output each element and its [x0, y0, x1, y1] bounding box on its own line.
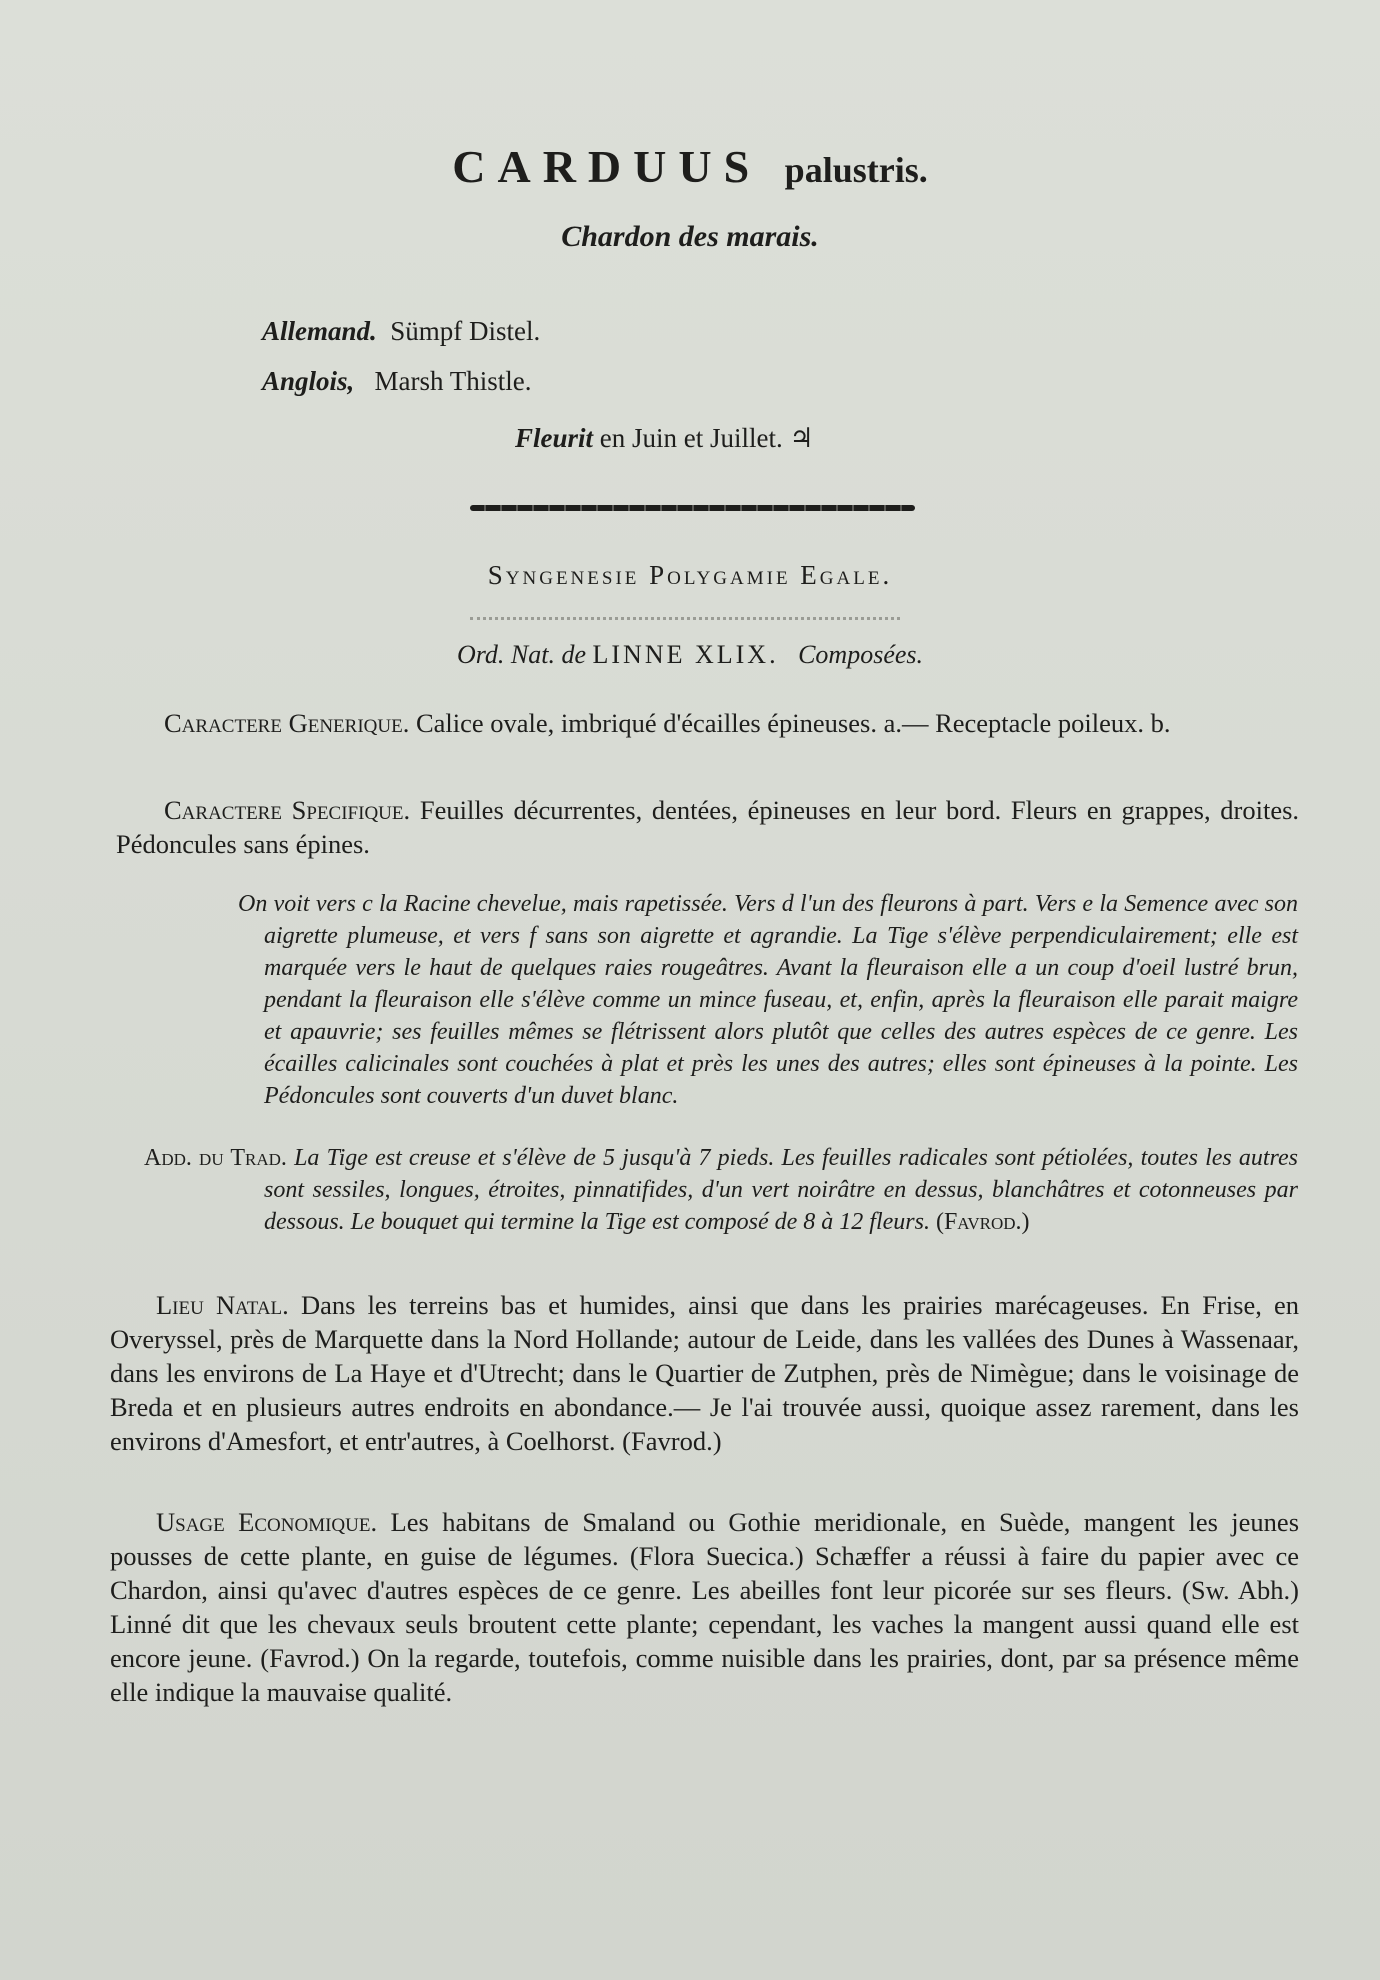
- plate-description: On voit vers c la Racine chevelue, mais rapetissée. Vers d l'un des fleurons à part. Vers e la Semence avec son aigrette plumeuse, et vers f sans son aigrette et agrandie. La Tige s'élève perpendiculairement; elle est marquée vers le haut de quelques raies rougeâtres. Avant la fleuraison elle a un coup d'oeil lustré brun, pendant la fleuraison elle s'élève comme un mince fuseau, et, enfin, après la fleuraison elle parait maigre et apauvrie; ses feuilles mêmes se flétrissent alors plutôt que celles des autres espèces de ce genre. Les écailles calicinales sont couchées à plat et près les unes des autres; elles sont épineuses à la pointe. Les Pédoncules sont couverts d'un duvet blanc.: [238, 891, 1298, 1109]
- natural-order: [0, 640, 1380, 670]
- order-de: de: [561, 640, 587, 669]
- habitat-label: Lieu Natal.: [156, 1290, 289, 1320]
- vernacular-lang: Allemand.: [262, 316, 377, 346]
- usage-text: Les habitans de Smaland ou Gothie meridionale, en Suède, mangent les jeunes pousses de cette plante, en guise de légumes. (Flora Suecica.) Schæffer a réussi à faire du papier avec ce Chardon, ainsi qu'avec d'autres espèces de ce genre. Les abeilles font leur picorée sur ses fleurs. (Sw. Abh.) Linné dit que les chevaux seuls broutent cette plante; cependant, les vaches la mangent aussi quand elle est encore jeune. (Favrod.) On la regarde, toutefois, comme nuisible dans les prairies, dont, par sa présence même elle indique la mauvaise qualité.: [110, 1507, 1300, 1707]
- flowering-label: Fleurit: [515, 423, 594, 453]
- vernacular-lang: Anglois,: [262, 366, 355, 396]
- genus-name: CARDUUS: [452, 141, 762, 192]
- flowering-text: en Juin et Juillet.: [599, 423, 783, 453]
- generic-label: Caractere Generique.: [164, 708, 410, 738]
- vernacular-german: [262, 316, 540, 347]
- habitat-text: Dans les terreins bas et humides, ainsi que dans les prairies marécageuses. En Frise, en Overyssel, près de Marquette dans la Nord Hollande; autour de Leide, dans les vallées des Dunes à Wassenaar, dans les environs de La Haye et d'Utrecht; dans le Quartier de Zutphen, près de Nimègue; dans le voisinage de Breda et en plusieurs autres endroits en abondance.— Je l'ai trouvée aussi, quoique assez rarement, dans les environs d'Amesfort, et entr'autres, à Coelhorst. (Favrod.): [110, 1290, 1299, 1456]
- page-title: [0, 140, 1380, 193]
- specific-character: [116, 793, 1299, 861]
- order-family: Composées.: [798, 640, 924, 669]
- dotted-rule: [470, 617, 900, 620]
- species-epithet: palustris.: [784, 150, 928, 190]
- generic-text: Calice ovale, imbriqué d'écailles épineuses. a.— Receptacle poileux. b.: [415, 708, 1171, 738]
- usage-label: Usage Economique.: [156, 1507, 378, 1537]
- vernacular-name: Sümpf Distel.: [390, 316, 541, 346]
- translator-text: La Tige est creuse et s'élève de 5 jusqu'à 7 pieds. Les feuilles radicales sont pétiolées, toutes les autres sont sessiles, longues, étroites, pinnatifides, d'un vert noirâtre en dessus, blanchâtres et cotonneuses par dessous. Le bouquet qui termine la Tige est composé de 8 à 12 fleurs.: [264, 1145, 1298, 1235]
- order-author: LINNE XLIX.: [592, 640, 779, 669]
- economic-usage-section: [110, 1505, 1299, 1709]
- perennial-symbol: ♃: [789, 423, 814, 453]
- translator-addition: [144, 1142, 1298, 1238]
- specific-text: Feuilles décurrentes, dentées, épineuses en leur bord. Fleurs en grappes, droites. Pédoncules sans épines.: [116, 795, 1300, 859]
- ornamental-rule: [470, 505, 915, 511]
- flowering-period: [515, 423, 814, 454]
- french-name: Chardon des marais.: [561, 220, 819, 253]
- linnaean-class: Syngenesie Polygamie Egale.: [487, 560, 893, 590]
- translator-credit: (Favrod.): [935, 1209, 1030, 1235]
- order-lead: Ord. Nat.: [456, 640, 555, 669]
- generic-character: [116, 706, 1299, 740]
- translator-label: Add. du Trad.: [144, 1145, 287, 1171]
- habitat-section: [110, 1288, 1299, 1458]
- vernacular-name: Marsh Thistle.: [374, 366, 532, 396]
- specific-label: Caractere Specifique.: [164, 795, 411, 825]
- vernacular-english: [262, 366, 532, 397]
